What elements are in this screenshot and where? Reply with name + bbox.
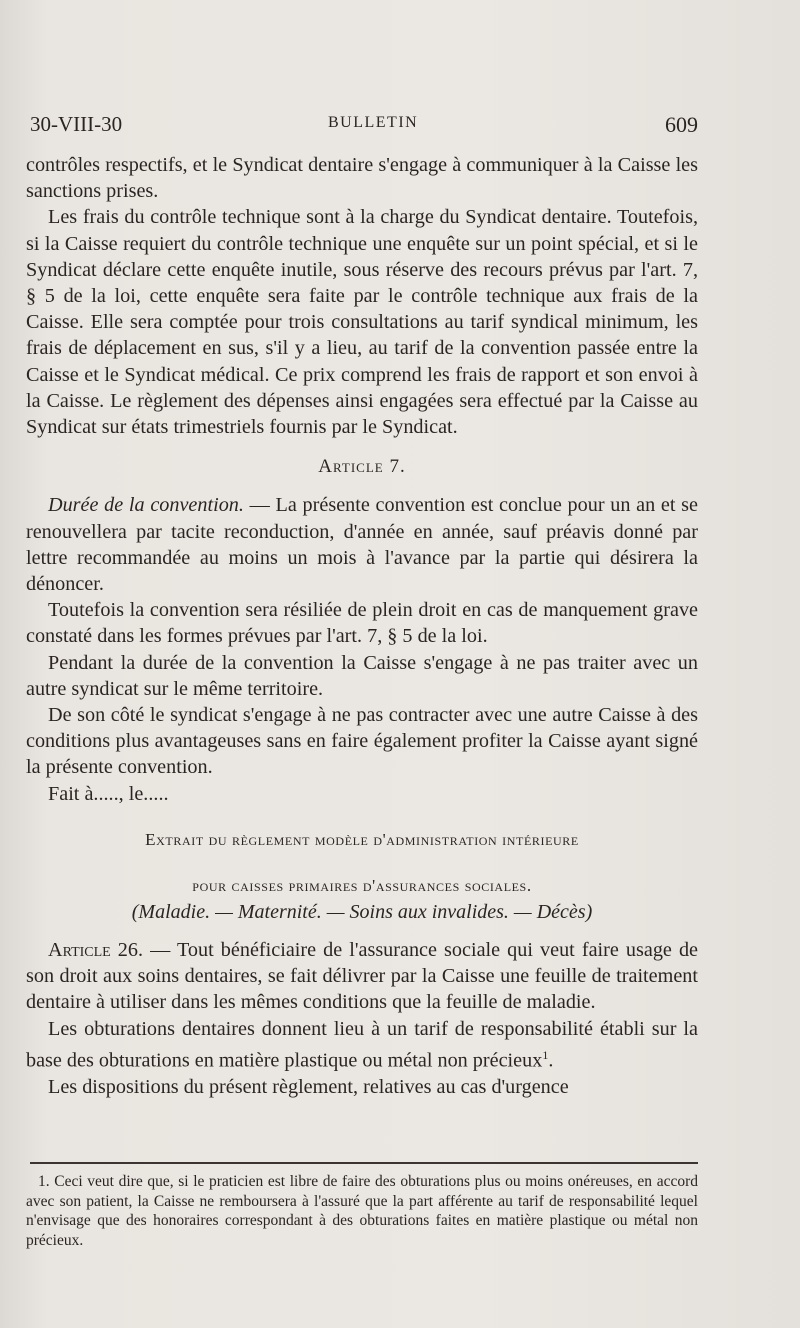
article-26-label: Article 26. [48,939,144,962]
header-date: 30-VIII-30 [30,112,123,136]
page-body [26,152,698,1100]
article-7-paragraph-1 [26,492,698,597]
article-26-para2-end: . [548,1049,554,1072]
article-7-lead: Durée de la convention. [48,494,244,517]
fait-a-line: Fait à....., le..... [48,782,169,805]
extrait-heading-line-2: pour caisses primaires d'assurances sociales. [192,875,532,895]
article-26-paragraph-2 [26,1016,698,1074]
article-7-paragraph-2: Toutefois la convention sera résiliée de plein droit en cas de manquement grave constaté dans les formes prévues par l'art. 7, § 5 de la loi. [26,599,698,648]
paragraph-continued: contrôles respectifs, et le Syndicat dentaire s'engage à communiquer à la Caisse les sanctions prises. [26,154,698,203]
article-26-text: — Tout bénéficiaire de l'assurance sociale qui veut faire usage de son droit aux soins dentaires, se fait délivrer par la Caisse une feuille de traitement dentaire à utiliser dans les mêmes conditions que la feuille de maladie. [26,939,699,1014]
footnote-separator [30,1162,698,1164]
extrait-subtitle: (Maladie. — Maternité. — Soins aux invalides. — Décès) [131,900,593,923]
footnote-number: 1. [38,1173,50,1190]
running-header [30,112,698,142]
article-7-paragraph-3: Pendant la durée de la convention la Caisse s'engage à ne pas traiter avec un autre syndicat sur le même territoire. [26,651,698,700]
article-26-paragraph-3: Les dispositions du présent règlement, relatives au cas d'urgence [48,1075,569,1098]
article-7-lead-text: — La présente convention est conclue pour un an et se renouvellera par tacite reconduction, d'année en année, sauf préavis donné par lettre recommandée au moins un mois à l'avance par la partie qui désirera la dénoncer. [26,494,698,596]
footnote [26,1172,698,1250]
article-26-para2-text: Les obturations dentaires donnent lieu à un tarif de responsabilité établi sur la base des obturations en matière plastique ou métal non précieux [26,1017,698,1072]
footnote-reference: 1 [542,1047,549,1062]
article-26-paragraph-1 [26,937,698,1016]
page-number: 609 [665,112,698,137]
article-7-paragraph-4: De son côté le syndicat s'engage à ne pas contracter avec une autre Caisse à des conditions plus avantageuses sans en faire également profiter la Caisse ayant signé la présente convention. [26,704,698,779]
header-title: BULLETIN [328,114,419,131]
extrait-heading-line-1: Extrait du règlement modèle d'administration intérieure [145,829,579,849]
paragraph-frais-controle: Les frais du contrôle technique sont à la charge du Syndicat dentaire. Toutefois, si la Caisse requiert du contrôle technique une enquête sur un point spécial, et si le Syndicat déclare cette enquête inutile, sous réserve des recours prévus par l'art. 7, § 5 de la loi, cette enquête sera faite par le contrôle technique aux frais de la Caisse. Elle sera comptée pour trois consultations au tarif syndical minimum, les frais de déplacement en sus, s'il y a lieu, au tarif de la convention passée entre la Caisse et le Syndicat médical. Ce prix comprend les frais de rapport et son envoi à la Caisse. Le règlement des dépenses ainsi engagées sera effectué par la Caisse au Syndicat sur états trimestriels fournis par le Syndicat. [26,206,698,439]
footnote-text: Ceci veut dire que, si le praticien est libre de faire des obturations plus ou moins onéreuses, en accord avec son patient, la Caisse ne remboursera à l'assuré que la part afférente au tarif de responsabilité lequel n'envisage que des honoraires correspondant à des obturations faites en matière plastique ou métal non précieux. [26,1173,698,1249]
article-7-heading: Article 7. [318,456,406,478]
